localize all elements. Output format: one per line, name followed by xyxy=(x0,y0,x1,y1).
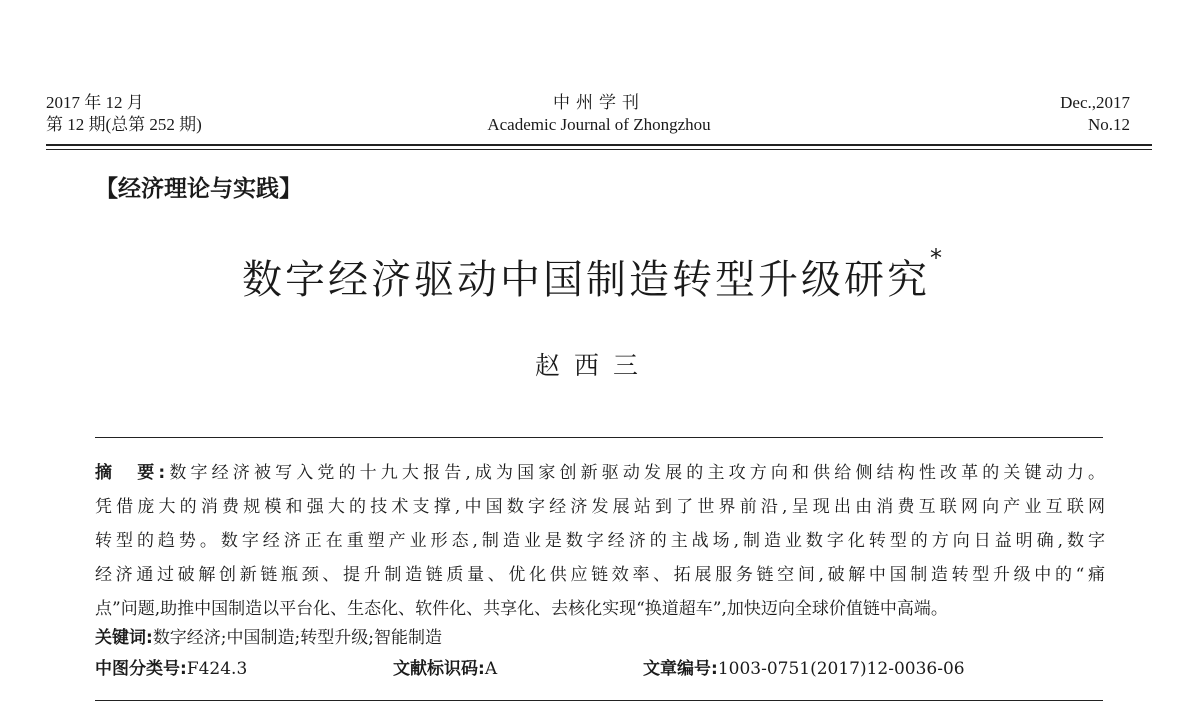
keywords xyxy=(95,624,442,652)
issue-english xyxy=(1060,92,1130,136)
abstract-line: 点”问题,助推中国制造以平台化、生态化、软件化、共享化、去核化实现“换道超车”,加快迈向全球价值链中高端。 xyxy=(95,599,948,619)
article-number-value: 1003-0751(2017)12-0036-06 xyxy=(717,659,965,679)
paper-title xyxy=(0,244,1187,305)
abstract-text: 数字经济被写入党的十九大报告,成为国家创新驱动发展的主攻方向和供给侧结构性改革的关键动力。 xyxy=(165,463,1105,483)
abstract-rule-bottom xyxy=(95,700,1103,701)
journal-header xyxy=(46,92,1152,140)
keywords-label: 关键词: xyxy=(95,628,153,648)
issue-date-line: 2017 年 12 月 xyxy=(46,93,144,112)
document-code-label: 文献标识码: xyxy=(393,659,485,679)
issue-date-english: Dec.,2017 xyxy=(1060,93,1130,112)
journal-name-chinese: 中州学刊 xyxy=(553,93,645,112)
abstract-line: 凭借庞大的消费规模和强大的技术支撑,中国数字经济发展站到了世界前沿,呈现出由消费互联网向产业互联网 xyxy=(95,497,1105,517)
abstract-line: 转型的趋势。数字经济正在重塑产业形态,制造业是数字经济的主战场,制造业数字化转型的方向日益明确,数字 xyxy=(95,531,1105,551)
abstract-block xyxy=(95,456,1105,626)
issue-number-english: No.12 xyxy=(1087,115,1130,134)
journal-name-english: Academic Journal of Zhongzhou xyxy=(487,115,711,134)
column-label: 【经济理论与实践】 xyxy=(95,176,302,202)
abstract-line: 经济通过破解创新链瓶颈、提升制造链质量、优化供应链效率、拓展服务链空间,破解中国制造转型升级中的“痛 xyxy=(95,565,1105,585)
keywords-value: 数字经济;中国制造;转型升级;智能制造 xyxy=(152,628,442,648)
clc-value: F424.3 xyxy=(186,659,248,679)
document-code-value: A xyxy=(484,659,498,679)
paper-title-text: 数字经济驱动中国制造转型升级研究 xyxy=(242,257,930,303)
issue-number-line: 第 12 期(总第 252 期) xyxy=(46,115,202,134)
abstract-line xyxy=(95,456,1105,490)
clc-number xyxy=(95,655,247,683)
abstract-label: 摘 要: xyxy=(95,463,166,483)
journal-name xyxy=(46,92,1152,136)
header-rule-thin xyxy=(46,149,1152,150)
document-code xyxy=(393,655,497,683)
author-name: 赵西三 xyxy=(534,351,652,380)
article-number xyxy=(643,655,965,683)
article-number-label: 文章编号: xyxy=(643,659,718,679)
title-footnote-mark: * xyxy=(930,244,945,272)
header-rule-thick xyxy=(46,144,1152,146)
abstract-rule-top xyxy=(95,437,1103,438)
clc-label: 中图分类号: xyxy=(95,659,187,679)
